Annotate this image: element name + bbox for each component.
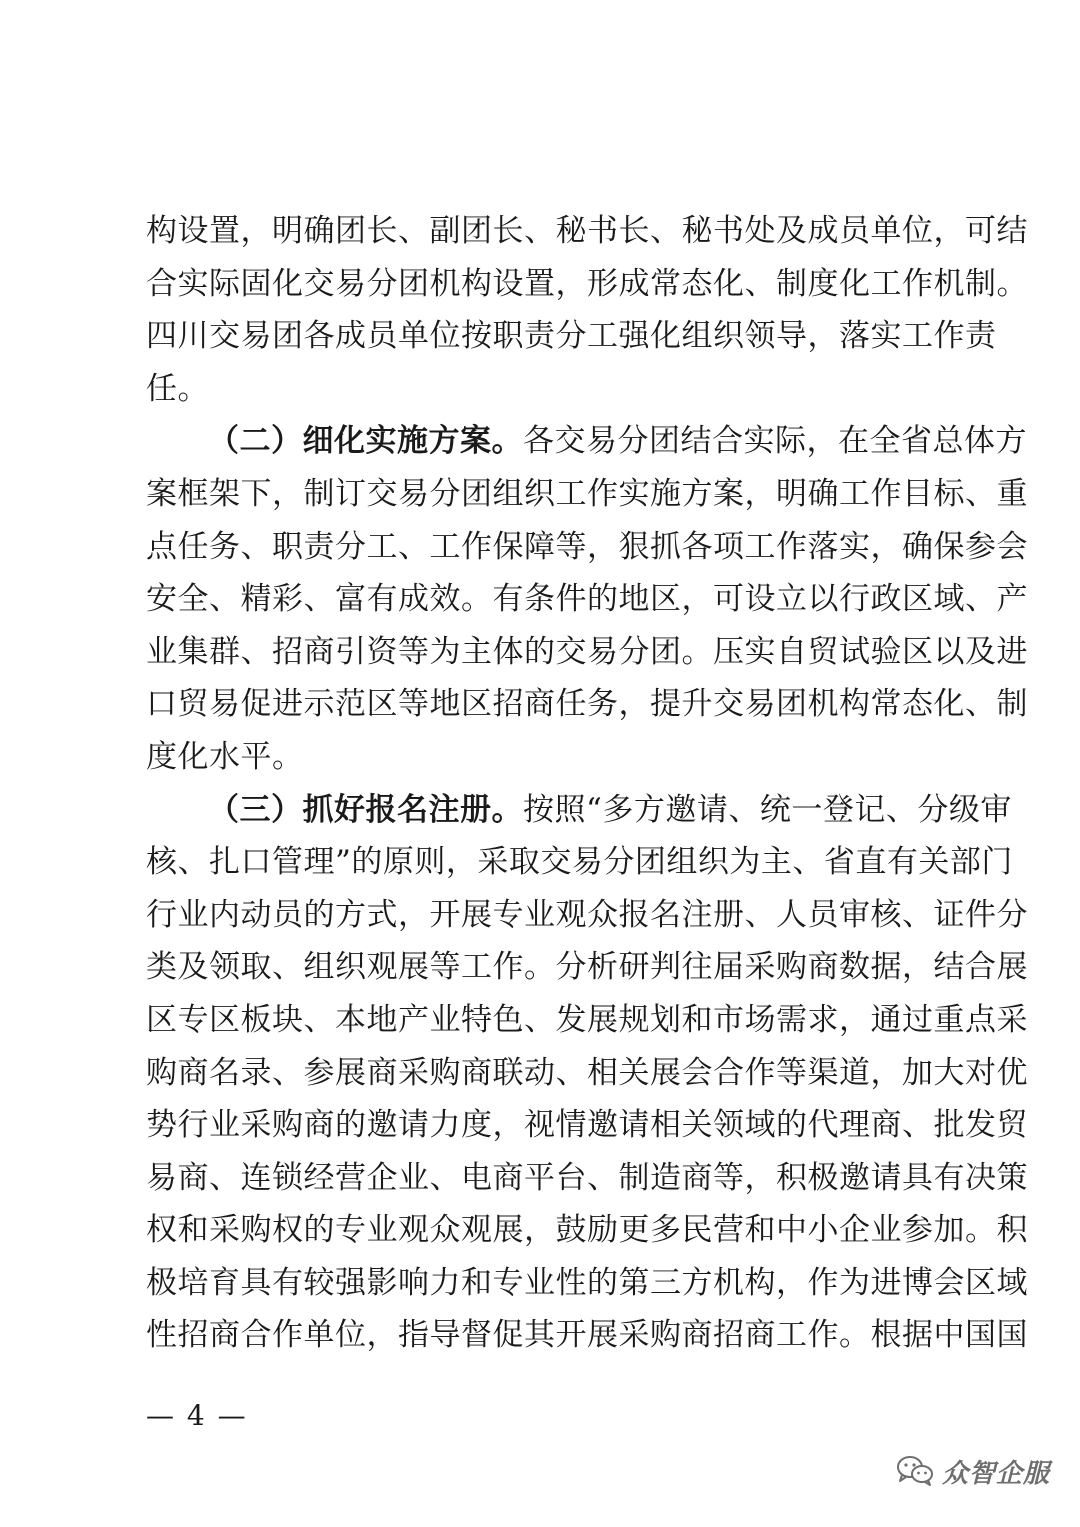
- text-line: [146, 310, 997, 363]
- line-text: 安全、精彩、富有成效。有条件的地区，可设立以行政区域、产: [146, 581, 1028, 618]
- text-line: [146, 1204, 1028, 1257]
- line-text: 业集群、招商引资等为主体的交易分团。压实自贸试验区以及进: [146, 633, 1028, 670]
- text-line: [146, 1257, 1028, 1310]
- line-text: 行业内动员的方式，开展专业观众报名注册、人员审核、证件分: [146, 896, 1028, 933]
- text-line: [146, 1309, 1028, 1362]
- line-text: 度化水平。: [146, 738, 304, 775]
- line-text: 构设置，明确团长、副团长、秘书长、秘书处及成员单位，可结: [146, 213, 1028, 249]
- line-text: 性招商合作单位，指导督促其开展采购商招商工作。根据中国国: [146, 1317, 1028, 1354]
- text-line: [146, 678, 1028, 731]
- section-heading: （三）抓好报名注册。: [208, 791, 523, 828]
- line-text: 合实际固化交易分团机构设置，形成常态化、制度化工作机制。: [146, 265, 1028, 302]
- text-line: [146, 994, 1028, 1047]
- line-text: 类及领取、组织观展等工作。分析研判往届采购商数据，结合展: [146, 949, 1028, 986]
- line-text: 任。: [146, 370, 209, 407]
- text-line: [146, 1152, 1028, 1205]
- text-line: [146, 363, 946, 416]
- section-heading: （二）细化实施方案。: [208, 423, 523, 460]
- line-text: 购商名录、参展商采购商联动、相关展会合作等渠道，加大对优: [146, 1054, 1028, 1091]
- line-text: 权和采购权的专业观众观展，鼓励更多民营和中小企业参加。积: [146, 1212, 1028, 1249]
- line-text: 区专区板块、本地产业特色、发展规划和市场需求，通过重点采: [146, 1001, 1028, 1038]
- page-number: — 4 —: [146, 1399, 248, 1432]
- section-heading-line: [146, 784, 1012, 837]
- line-text: 四川交易团各成员单位按职责分工强化组织领导，落实工作责: [146, 318, 997, 355]
- line-text: 点任务、职责分工、工作保障等，狠抓各项工作落实，确保参会: [146, 528, 1028, 565]
- text-line: [146, 626, 1028, 679]
- watermark: [896, 1451, 1050, 1491]
- text-line: [146, 731, 946, 784]
- text-line: [146, 941, 1028, 994]
- line-text: 口贸易促进示范区等地区招商任务，提升交易团机构常态化、制: [146, 686, 1028, 723]
- line-text: 易商、连锁经营企业、电商平台、制造商等，积极邀请具有决策: [146, 1159, 1028, 1196]
- text-line: [146, 573, 1028, 626]
- line-text: 极培育具有较强影响力和专业性的第三方机构，作为进博会区域: [146, 1264, 1028, 1301]
- text-line: [146, 1099, 1028, 1152]
- watermark-text: 众智企服: [942, 1458, 1051, 1489]
- line-text: 按照“多方邀请、统一登记、分级审: [523, 791, 1012, 828]
- section-heading-line: [146, 415, 1027, 468]
- text-line: [146, 468, 1028, 521]
- text-line: [146, 258, 1028, 311]
- line-text: 各交易分团结合实际，在全省总体方: [523, 423, 1027, 460]
- text-line: [146, 889, 1028, 942]
- body-text: [146, 205, 1028, 1362]
- line-text: 核、扎口管理”的原则，采取交易分团组织为主、省直有关部门: [146, 844, 1013, 881]
- text-line: [146, 1047, 1028, 1100]
- text-line: [146, 205, 1028, 258]
- wechat-icon: [896, 1455, 934, 1487]
- line-text: 案框架下，制订交易分团组织工作实施方案，明确工作目标、重: [146, 475, 1028, 512]
- line-text: 势行业采购商的邀请力度，视情邀请相关领域的代理商、批发贸: [146, 1107, 1028, 1144]
- text-line: [146, 521, 1028, 574]
- text-line: [146, 836, 1013, 889]
